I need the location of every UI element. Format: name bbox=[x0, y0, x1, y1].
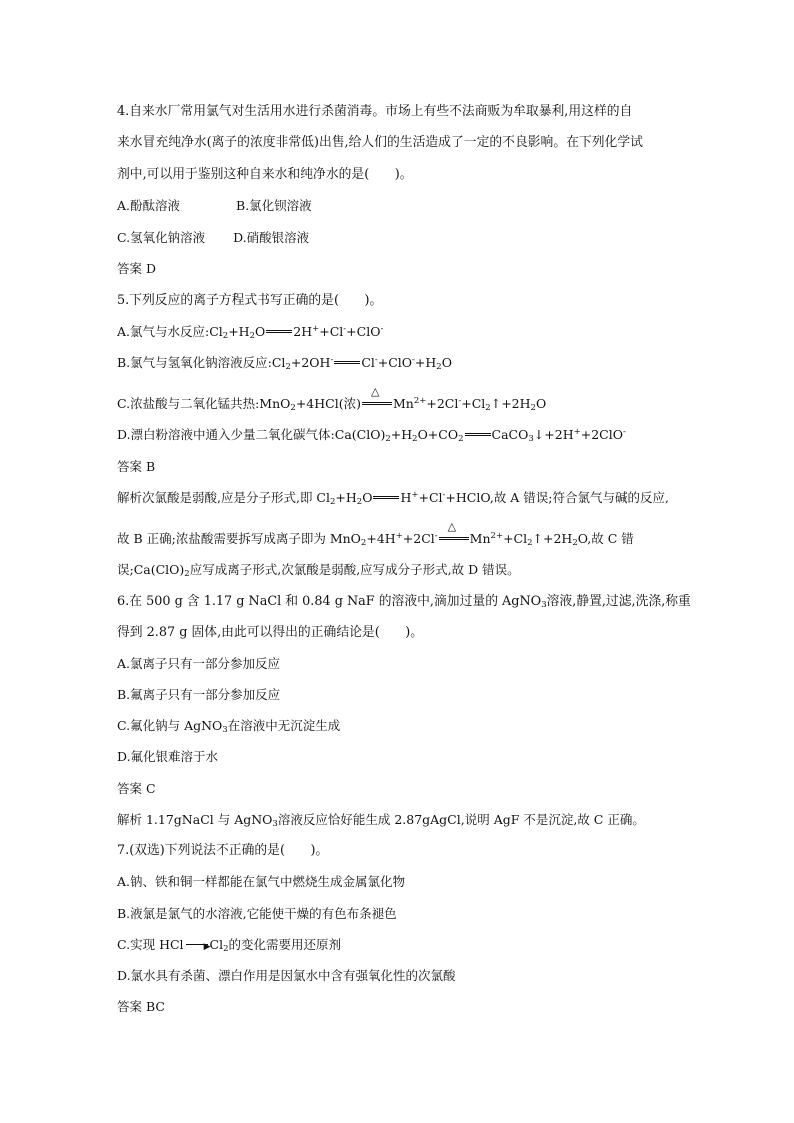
q5-answer: 答案 B bbox=[117, 459, 156, 474]
q6-option-b: B.氟离子只有一部分参加反应 bbox=[117, 687, 281, 702]
q6-option-d: D.氟化银难溶于水 bbox=[117, 749, 219, 764]
q4-options-cd bbox=[117, 230, 309, 246]
q6-line-2: 得到 2.87 g 固体,由此可以得出的正确结论是( )。 bbox=[117, 625, 424, 640]
q5-option-b: B.氯气与氢氧化钠溶液反应$:Cl_2+2OH^-$ $Cl^-+ClO^-+H_2O$ bbox=[117, 355, 452, 372]
q4-option-a: A.酚酞溶液 bbox=[117, 198, 181, 213]
q7-option-c: C.实现 HCl ▶ $Cl_2$的变化需要用还原剂 bbox=[117, 937, 342, 954]
q6-answer: 答案 C bbox=[117, 781, 156, 796]
q4-option-d: D.硝酸银溶液 bbox=[233, 230, 310, 245]
q4-option-c: C.氢氧化钠溶液 bbox=[117, 230, 206, 245]
q6-option-a: A.氯离子只有一部分参加反应 bbox=[117, 656, 281, 671]
q7-answer: 答案 BC bbox=[117, 999, 165, 1014]
q7-option-d: D.氯水具有杀菌、漂白作用是因氯水中含有强氧化性的次氯酸 bbox=[117, 968, 456, 983]
q6-line-1: 6.在 500 g 含 1.17 g NaCl 和 0.84 g NaF 的溶液中,滴加过量的 AgNO$_3$溶液,静置,过滤,洗涤,称重 bbox=[117, 594, 691, 610]
q4-line-1: 4.自来水厂常用氯气对生活用水进行杀菌消毒。市场上有些不法商贩为牟取暴利,用这样的自 bbox=[117, 104, 633, 119]
q6-explanation: 解析 1.17gNaCl 与 AgNO$_3$溶液反应恰好能生成 2.87gAgCl,说明 AgF 不是沉淀,故 C 正确。 bbox=[117, 812, 645, 829]
q5-explanation-3: 误$;Ca(ClO)_2$应写成离子形式,次氯酸是弱酸,应写成分子形式,故 D 错误。 bbox=[117, 562, 520, 579]
q7-option-a: A.钠、铁和铜一样都能在氯气中燃烧生成金属氯化物 bbox=[117, 874, 406, 889]
q4-line-3: 剂中,可以用于鉴别这种自来水和纯净水的是( )。 bbox=[117, 167, 413, 182]
q4-answer: 答案 D bbox=[117, 261, 156, 276]
q5-explanation-1: 解析次氯酸是弱酸,应是分子形式,即 $Cl_2+H_2O$ H++Cl-+HClO,故 A 错误;符合氯气与碱的反应, bbox=[117, 490, 669, 507]
q5-option-d: D.漂白粉溶液中通入少量二氧化碳气体$:Ca(ClO)_2+H_2O+CO_2$ CaCO$_3$↓+2H++2ClO- bbox=[117, 427, 626, 444]
q5-option-a: A.氯气与水反应$:Cl_2+H_2O$ 2H++Cl-+ClO- bbox=[117, 324, 384, 341]
q4-option-b: B.氯化钡溶液 bbox=[236, 198, 312, 213]
q5-stem: 5.下列反应的离子方程式书写正确的是( )。 bbox=[117, 293, 383, 308]
q4-options-ab bbox=[117, 198, 312, 214]
q7-stem: 7.(双选)下列说法不正确的是( )。 bbox=[117, 843, 329, 858]
arrow-icon: ▶ bbox=[186, 944, 208, 945]
q5-explanation-2: 故 B 正确;浓盐酸需要拆写成离子即为 MnO$_2$+4H++2Cl- △ $Mn^{2+}+Cl_2↑+2H_2O$,故 C 错 bbox=[117, 520, 634, 548]
q4-line-2: 来水冒充纯净水(离子的浓度非常低)出售,给人们的生活造成了一定的不良影响。在下列化学试 bbox=[117, 135, 643, 150]
q5-option-c: C.浓盐酸与二氧化锰共热:MnO$_2$+4HCl(浓) △ $Mn^{2+}+2Cl^-+Cl_2↑+2H_2O$ bbox=[117, 385, 547, 413]
q6-option-c: C.氟化钠与 AgNO$_3$在溶液中无沉淀生成 bbox=[117, 718, 341, 735]
q7-option-b: B.液氯是氯气的水溶液,它能使干燥的有色布条褪色 bbox=[117, 906, 397, 921]
